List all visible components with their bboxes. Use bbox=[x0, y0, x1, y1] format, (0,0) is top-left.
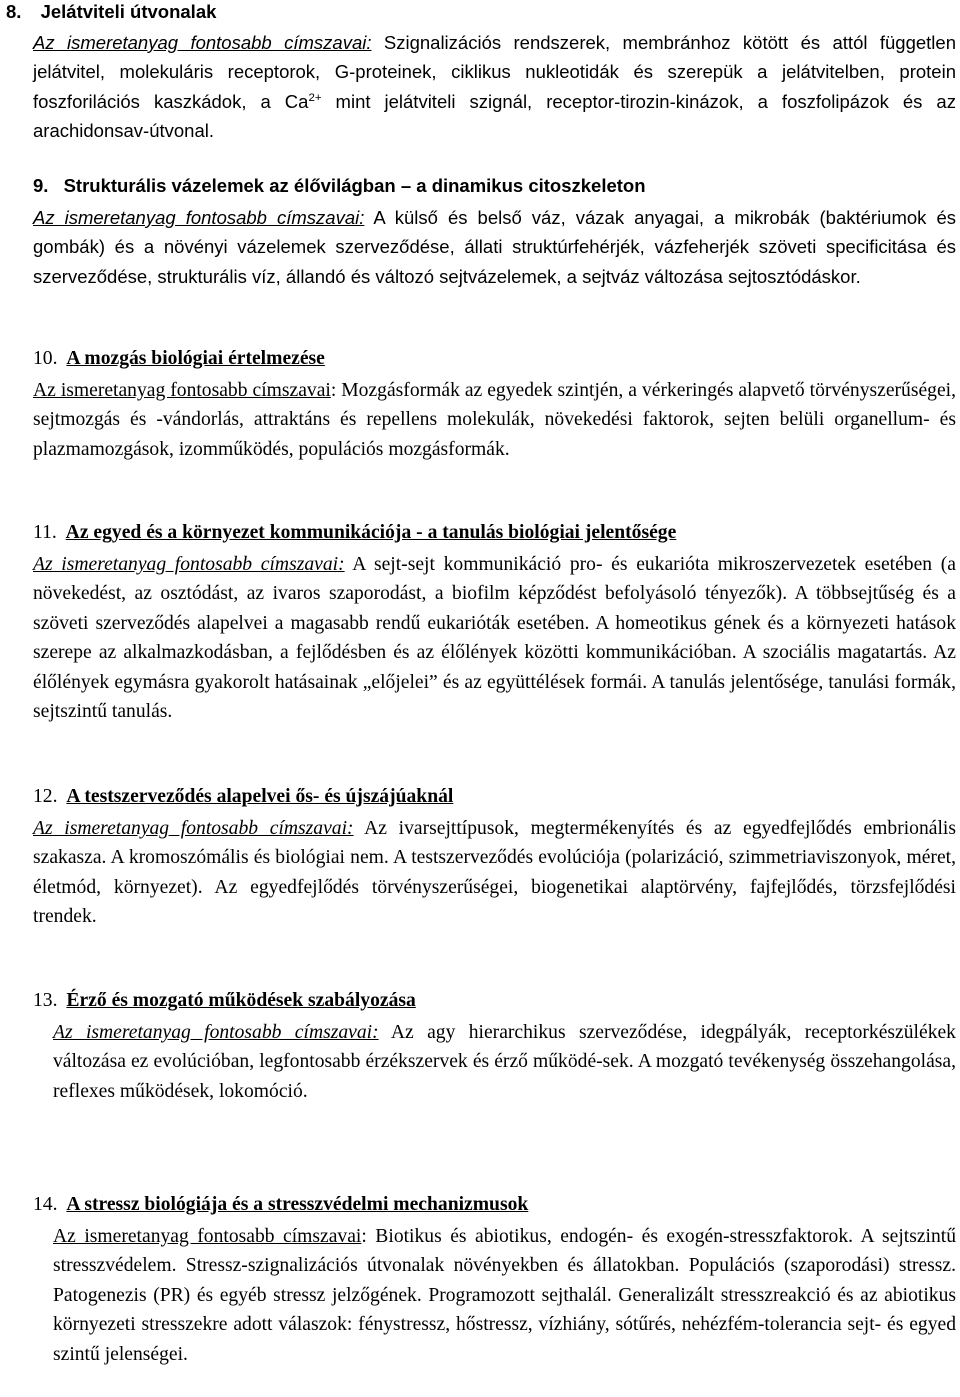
keywords-label: Az ismeretanyag fontosabb címszavai: bbox=[33, 32, 372, 53]
section-title: Jelátviteli útvonalak bbox=[40, 1, 217, 22]
body-text-continued: mint jelátviteli szignál, receptor-tirozin-kinázok, a foszfolipázok és az arachidonsav-útvonal. bbox=[33, 90, 956, 141]
section-body bbox=[33, 550, 956, 726]
body-text: A sejt-sejt kommunikáció pro- és eukarióta mikroszervezetek esetében (a növekedést, az osztódást, az ivaros szaporodást, a biofilm képződést befolyásoló tényezők). A többsejtűség és a szöveti szerveződés alapelvei a magasabb rendű eukarióták esetében. A homeotikus gének és a környezeti hatások szerepe az alkalmazkodásban, a fejlődésben és az élőlények közötti kommunikációban. A szociális magatartás. Az élőlények egymásra gyakorolt hatásainak „előjelei” és az együttélések formái. A tanulás jelentősége, tanulási formák, sejtszintű tanulás. bbox=[33, 554, 956, 723]
keywords-label: Az ismeretanyag fontosabb címszavai: bbox=[33, 818, 354, 839]
section-title: Érző és mozgató működések szabályozása bbox=[66, 990, 416, 1011]
keywords-label: Az ismeretanyag fontosabb címszavai: bbox=[33, 554, 345, 575]
section-heading bbox=[33, 786, 453, 808]
section-title: A testszerveződés alapelvei ős- és újszájúaknál bbox=[66, 786, 454, 807]
section-title: A mozgás biológiai értelmezése bbox=[66, 348, 325, 369]
section-body bbox=[33, 376, 956, 464]
section-heading bbox=[33, 175, 646, 197]
section-number: 12. bbox=[33, 786, 58, 807]
section-number: 8. bbox=[6, 1, 22, 22]
section-body bbox=[33, 203, 956, 291]
section-heading bbox=[33, 348, 325, 370]
section-heading bbox=[33, 1194, 528, 1216]
keywords-label: Az ismeretanyag fontosabb címszavai bbox=[53, 1226, 362, 1247]
body-text: : Mozgásformák az egyedek szintjén, a vérkeringés alapvető törvényszerűségei, sejtmozgás és -vándorlás, attraktáns és repellens molekulák, növekedési faktorok, sejten belüli organellum- és plazmamozgások, izomműködés, populációs mozgásformák. bbox=[33, 380, 957, 460]
section-number: 13. bbox=[33, 990, 58, 1011]
section-number: 9. bbox=[33, 175, 49, 196]
section-body bbox=[33, 814, 956, 932]
section-number: 11. bbox=[33, 522, 57, 543]
body-text: Az agy hierarchikus szerveződése, idegpályák, receptorkészülékek változása ez evolúcióban, legfontosabb érzékszervek és érző működé-sek. A mozgató tevékenység összehangolása, reflexes működések, lokomóció. bbox=[53, 1022, 956, 1102]
section-heading bbox=[6, 1, 216, 23]
body-text: Szignalizációs rendszerek, membránhoz kötött és attól független jelátvitel, molekuláris receptorok, G-proteinek, ciklikus nukleotidák és szerepük a jelátvitelben, protein foszforilációs kaszkádok, a Ca bbox=[33, 32, 956, 112]
section-body bbox=[53, 1222, 956, 1369]
section-heading bbox=[33, 522, 676, 544]
section-number: 14. bbox=[33, 1194, 58, 1215]
section-title: Az egyed és a környezet kommunikációja - a tanulás biológiai jelentősége bbox=[65, 522, 677, 543]
section-body bbox=[33, 28, 956, 145]
section-body bbox=[53, 1018, 956, 1106]
keywords-label: Az ismeretanyag fontosabb címszavai: bbox=[33, 207, 365, 228]
keywords-label: Az ismeretanyag fontosabb címszavai bbox=[33, 380, 331, 401]
body-text: Az ivarsejttípusok, megtermékenyítés és az egyedfejlődés embrionális szakasza. A kromoszómális és biológiai nem. A testszerveződés evolúciója (polarizáció, szimmetriaviszonyok, méret, életmód, környezet). Az egyedfejlődés törvényszerűségei, biogenetikai alaptörvény, fajfejlődés, törzsfejlődési trendek. bbox=[33, 818, 956, 928]
section-heading bbox=[33, 990, 416, 1012]
section-title: Strukturális vázelemek az élővilágban – a dinamikus citoszkeleton bbox=[63, 175, 646, 196]
keywords-label: Az ismeretanyag fontosabb címszavai: bbox=[53, 1022, 379, 1043]
superscript: 2+ bbox=[308, 91, 322, 104]
section-title: A stressz biológiája és a stresszvédelmi mechanizmusok bbox=[66, 1194, 529, 1215]
section-number: 10. bbox=[33, 348, 58, 369]
body-text: A külső és belső váz, vázak anyagai, a mikrobák (baktériumok és gombák) és a növényi vázelemek szerveződése, állati struktúrfehérjék, vázfeherjék szöveti specificitása és szerveződése, strukturális víz, állandó és változó sejtvázelemek, a sejtváz változása sejtosztódáskor. bbox=[33, 207, 956, 287]
body-text: : Biotikus és abiotikus, endogén- és exogén-stresszfaktorok. A sejtszintű stresszvédelem. Stressz-szignalizációs útvonalak növényekben és állatokban. Populációs (szaporodási) stressz. Patogenezis (PR) és egyéb stressz jelzőgének. Programozott sejthalál. Generalizált stresszreakció és az abiotikus környezeti stresszekre adott válaszok: fénystressz, hőstressz, vízhiány, sótűrés, nehézfém-tolerancia sejt- és egyed szintű jelenségei. bbox=[53, 1226, 957, 1365]
